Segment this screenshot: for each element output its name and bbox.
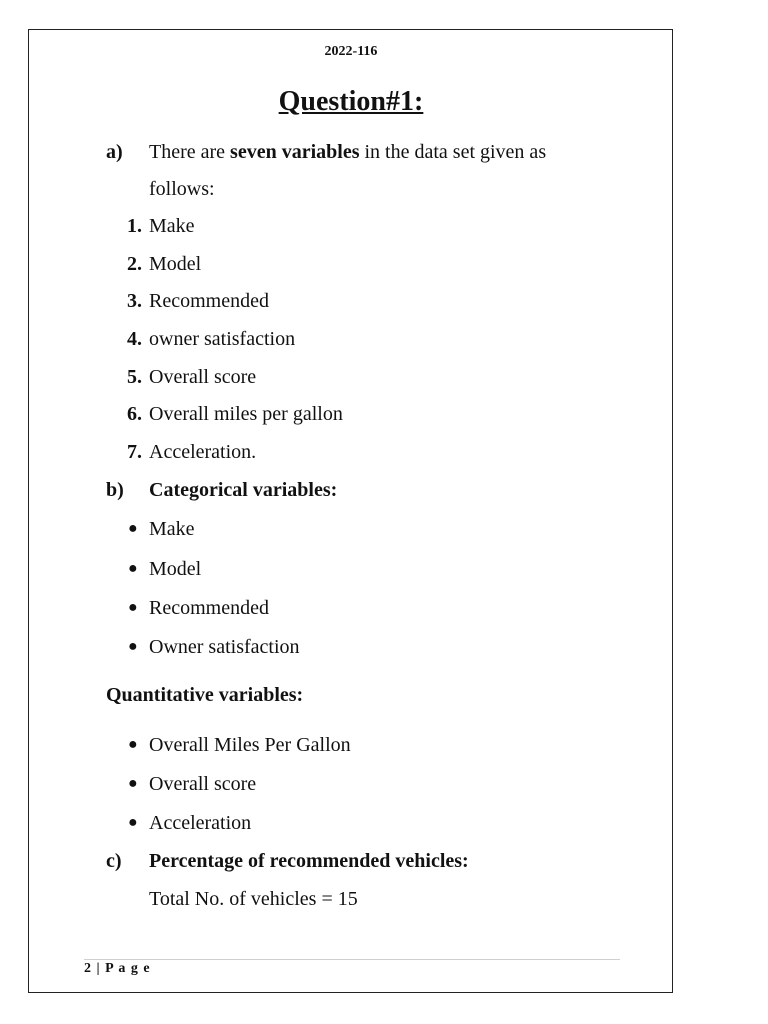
categorical-heading: Categorical variables: <box>149 479 338 501</box>
list-number: 3. <box>127 290 142 312</box>
list-item: Overall Miles Per Gallon <box>149 734 351 756</box>
bullet-icon: ● <box>128 560 138 577</box>
page-title: Question#1: <box>278 86 424 117</box>
part-a-intro-after: in the data set given as <box>359 141 547 163</box>
list-number: 2. <box>127 253 142 275</box>
total-vehicles-line: Total No. of vehicles = 15 <box>149 888 358 910</box>
list-item: Overall score <box>149 773 257 795</box>
list-item: Recommended <box>149 597 269 619</box>
list-number: 5. <box>127 366 142 388</box>
list-item: Recommended <box>149 290 269 312</box>
list-number: 6. <box>127 403 142 425</box>
bullet-icon: ● <box>128 736 138 753</box>
bullet-icon: ● <box>128 814 138 831</box>
list-item: Make <box>149 215 195 237</box>
bullet-icon: ● <box>128 775 138 792</box>
part-c-marker: c) <box>106 850 122 872</box>
list-number: 4. <box>127 328 142 350</box>
document-id: 2022-116 <box>324 44 378 59</box>
list-item: Model <box>149 253 202 275</box>
page-number: 2 | P a g e <box>84 961 151 976</box>
list-item: Owner satisfaction <box>149 636 300 658</box>
part-a-intro-bold: seven variables <box>230 141 360 163</box>
part-b-marker: b) <box>106 479 124 501</box>
bullet-icon: ● <box>128 520 138 537</box>
list-item: Make <box>149 518 195 540</box>
list-number: 1. <box>127 215 142 237</box>
list-item: Acceleration <box>149 812 252 834</box>
part-a-marker: a) <box>106 141 123 163</box>
percentage-heading: Percentage of recommended vehicles: <box>149 850 469 872</box>
quantitative-heading: Quantitative variables: <box>106 684 304 706</box>
bullet-icon: ● <box>128 638 138 655</box>
list-item: Overall score <box>149 366 257 388</box>
part-a-intro-before: There are <box>149 141 231 163</box>
list-item: owner satisfaction <box>149 328 296 350</box>
bullet-icon: ● <box>128 599 138 616</box>
list-item: Acceleration. <box>149 441 257 463</box>
list-number: 7. <box>127 441 142 463</box>
footer-divider <box>84 959 620 960</box>
list-item: Model <box>149 558 202 580</box>
part-a-intro-cont: follows: <box>149 178 215 200</box>
part-a-intro <box>149 140 546 164</box>
list-item: Overall miles per gallon <box>149 403 343 425</box>
